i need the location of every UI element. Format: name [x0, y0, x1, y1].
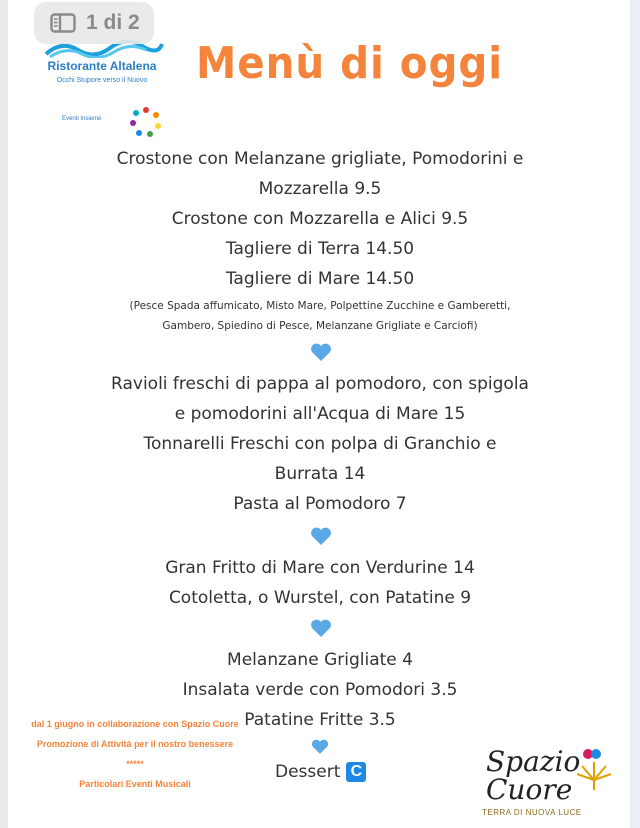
menu-note — [60, 296, 580, 336]
page-counter: 1 di 2 — [86, 11, 140, 34]
page-edge-left — [0, 0, 8, 828]
menu-line: e pomodorini all'Acqua di Mare 15 — [174, 404, 466, 424]
spazio-cuore-script: Spazio Cuore — [486, 745, 581, 806]
heart-icon — [310, 526, 332, 546]
dessert-line — [275, 762, 366, 782]
collab-line: Particolari Eventi Musicali — [79, 779, 191, 789]
logo-name: Ristorante Altalena — [47, 59, 157, 73]
menu-line: Cotoletta, o Wurstel, con Patatine 9 — [168, 588, 472, 608]
menu-line: Tonnarelli Freschi con polpa di Granchio e — [143, 434, 497, 454]
restaurant-logo — [24, 36, 180, 96]
logo-tagline: Occhi Stupore verso il Nuovo — [56, 77, 148, 84]
collaboration-note — [28, 718, 242, 798]
menu-section-starters — [60, 144, 580, 294]
menu-line: Crostone con Melanzane grigliate, Pomodorini e — [116, 149, 524, 169]
sidebar-panel-icon — [50, 13, 76, 33]
menu-line: Gran Fritto di Mare con Verdurine 14 — [165, 558, 475, 578]
menu-line: Ravioli freschi di pappa al pomodoro, con spigola — [111, 374, 529, 394]
dessert-c-icon: C — [346, 762, 366, 782]
collab-line: ***** — [126, 759, 144, 769]
collab-line: dal 1 giugno in collaborazione con Spazio Cuore — [31, 719, 239, 729]
heart-icon — [311, 738, 329, 755]
sun-heart-icon — [574, 746, 614, 790]
note-line: Gambero, Spiedino di Pesce, Melanzane Grigliate e Carciofi) — [162, 320, 478, 332]
page-indicator[interactable] — [34, 2, 154, 44]
menu-line: Burrata 14 — [274, 464, 366, 484]
page-edge-right — [630, 0, 640, 828]
spazio-cuore-subtitle: TERRA DI NUOVA LUCE — [482, 808, 582, 817]
dessert-label: Dessert — [275, 762, 341, 782]
menu-line: Tagliere di Terra 14.50 — [225, 239, 415, 259]
menu-line: Melanzane Grigliate 4 — [227, 650, 413, 670]
menu-section-pasta — [60, 369, 580, 519]
menu-line: Crostone con Mozzarella e Alici 9.5 — [171, 209, 469, 229]
events-logo — [62, 104, 172, 140]
menu-line: Patatine Fritte 3.5 — [244, 710, 396, 730]
collab-line: Promozione di Attività per il nostro benessere — [36, 739, 234, 749]
menu-line: Mozzarella 9.5 — [258, 179, 382, 199]
colorful-people-circle-icon — [128, 104, 164, 140]
note-line: (Pesce Spada affumicato, Misto Mare, Polpettine Zucchine e Gamberetti, — [129, 300, 511, 312]
menu-section-mains — [60, 553, 580, 613]
menu-line: Pasta al Pomodoro 7 — [233, 494, 407, 514]
events-label: Eventi Insieme — [62, 116, 102, 122]
heart-icon — [310, 618, 332, 638]
heart-icon — [310, 342, 332, 362]
menu-line: Insalata verde con Pomodori 3.5 — [182, 680, 458, 700]
menu-line: Tagliere di Mare 14.50 — [225, 269, 415, 289]
page-title: Menù di oggi — [196, 38, 504, 89]
spazio-cuore-logo — [480, 742, 620, 822]
